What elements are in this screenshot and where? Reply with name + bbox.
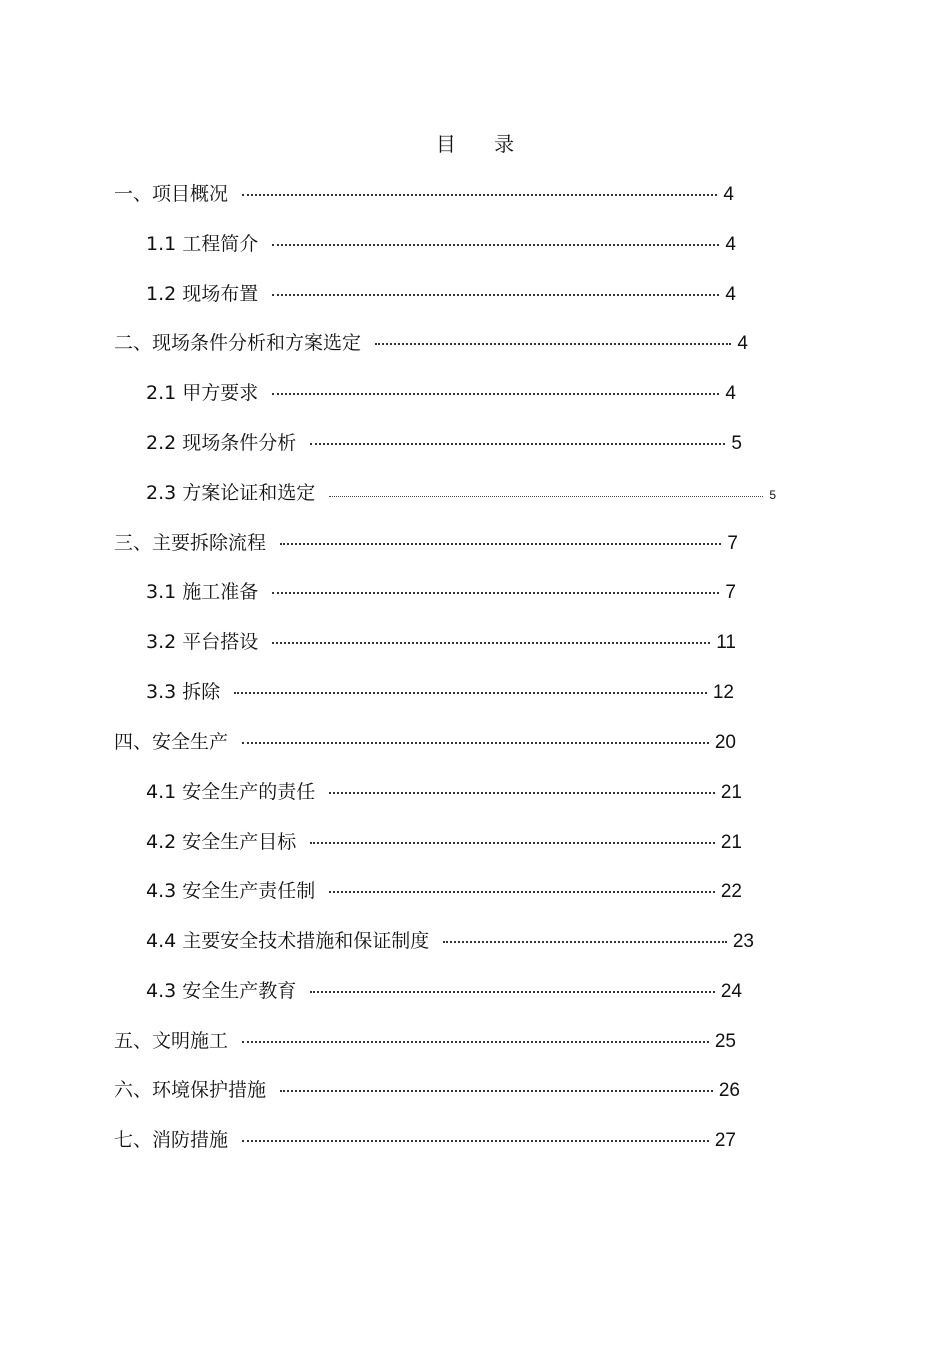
toc-dot-leader: [310, 991, 715, 993]
toc-entry-label: 七、消防措施: [114, 1129, 229, 1151]
toc-dot-leader: [242, 1041, 709, 1043]
toc-page-number: 5: [769, 488, 776, 502]
toc-entry-label: 2.2 现场条件分析: [146, 432, 297, 454]
toc-entry-section-3-2[interactable]: [146, 627, 736, 657]
toc-entry-chapter-4[interactable]: [114, 727, 736, 757]
toc-entry-label: 3.2 平台搭设: [146, 631, 259, 653]
toc-page-number: 20: [714, 732, 736, 753]
toc-dot-leader: [272, 393, 719, 395]
toc-page-number: 12: [712, 682, 734, 703]
toc-page-number: 4: [723, 184, 734, 205]
toc-entry-label: 1.2 现场布置: [146, 283, 259, 305]
toc-dot-leader: [242, 742, 709, 744]
toc-entry-section-4-2[interactable]: [146, 827, 742, 857]
page-title: 目 录: [435, 132, 515, 156]
toc-entry-section-4-3a[interactable]: [146, 876, 742, 906]
toc-entry-label: 2.3 方案论证和选定: [146, 482, 316, 504]
toc-page-number: 11: [716, 632, 736, 653]
toc-dot-leader: [329, 792, 715, 794]
toc-entry-chapter-3[interactable]: [114, 528, 738, 558]
toc-dot-leader: [272, 642, 710, 644]
toc-dot-leader: [329, 891, 715, 893]
toc-entry-label: 1.1 工程简介: [146, 233, 259, 255]
toc-dot-leader: [375, 343, 731, 345]
toc-entry-chapter-6[interactable]: [114, 1075, 740, 1105]
toc-entry-label: 4.1 安全生产的责任: [146, 781, 316, 803]
toc-entry-label: 4.4 主要安全技术措施和保证制度: [146, 930, 430, 952]
toc-page-number: 4: [725, 383, 736, 404]
toc-entry-label: 三、主要拆除流程: [114, 532, 267, 554]
toc-entry-label: 4.2 安全生产目标: [146, 831, 297, 853]
toc-page-number: 7: [725, 582, 736, 603]
toc-page-number: 4: [725, 234, 736, 255]
toc-page-number: 26: [718, 1080, 740, 1101]
toc-entry-section-1-1[interactable]: [146, 229, 736, 259]
toc-dot-leader: [242, 1140, 709, 1142]
toc-entry-section-2-3[interactable]: [146, 478, 776, 508]
toc-dot-leader: [234, 692, 707, 694]
toc-entry-label: 4.3 安全生产教育: [146, 980, 297, 1002]
toc-dot-leader: [280, 543, 721, 545]
toc-entry-section-3-3[interactable]: [146, 677, 734, 707]
toc-page-number: 27: [714, 1130, 736, 1151]
toc-entry-label: 五、文明施工: [114, 1030, 229, 1052]
toc-entry-section-2-2[interactable]: [146, 428, 742, 458]
toc-entry-chapter-7[interactable]: [114, 1125, 736, 1155]
toc-dot-leader: [280, 1090, 713, 1092]
toc-entry-section-2-1[interactable]: [146, 378, 736, 408]
toc-entry-section-4-3b[interactable]: [146, 976, 742, 1006]
toc-entry-section-4-4[interactable]: [146, 926, 754, 956]
toc-page-number: 4: [737, 333, 748, 354]
toc-dot-leader: [310, 842, 715, 844]
toc-entry-label: 3.1 施工准备: [146, 581, 259, 603]
toc-page-number: 5: [731, 433, 742, 454]
toc-entry-section-3-1[interactable]: [146, 577, 736, 607]
toc-page-number: 21: [720, 832, 742, 853]
toc-page-number: 21: [720, 782, 742, 803]
toc-page-number: 25: [714, 1031, 736, 1052]
toc-entry-section-4-1[interactable]: [146, 777, 742, 807]
toc-dot-leader: [329, 496, 763, 497]
toc-entry-label: 3.3 拆除: [146, 681, 221, 703]
toc-page-number: 22: [720, 881, 742, 902]
toc-dot-leader: [272, 244, 719, 246]
toc-entry-label: 四、安全生产: [114, 731, 229, 753]
toc-entry-section-1-2[interactable]: [146, 279, 736, 309]
toc-page-number: 7: [727, 533, 738, 554]
toc-dot-leader: [310, 443, 725, 445]
toc-entry-chapter-2[interactable]: [114, 328, 748, 358]
toc-entry-label: 六、环境保护措施: [114, 1079, 267, 1101]
toc-entry-label: 2.1 甲方要求: [146, 382, 259, 404]
toc-page-number: 23: [732, 931, 754, 952]
toc-entry-chapter-1[interactable]: [114, 179, 734, 209]
toc-dot-leader: [443, 941, 727, 943]
toc-entry-label: 4.3 安全生产责任制: [146, 880, 316, 902]
toc-dot-leader: [242, 194, 717, 196]
toc-page-number: 24: [720, 981, 742, 1002]
toc-dot-leader: [272, 592, 719, 594]
toc-page-number: 4: [725, 284, 736, 305]
toc-entry-label: 一、项目概况: [114, 183, 229, 205]
toc-entry-chapter-5[interactable]: [114, 1026, 736, 1056]
toc-entry-label: 二、现场条件分析和方案选定: [114, 332, 362, 354]
toc-dot-leader: [272, 294, 719, 296]
